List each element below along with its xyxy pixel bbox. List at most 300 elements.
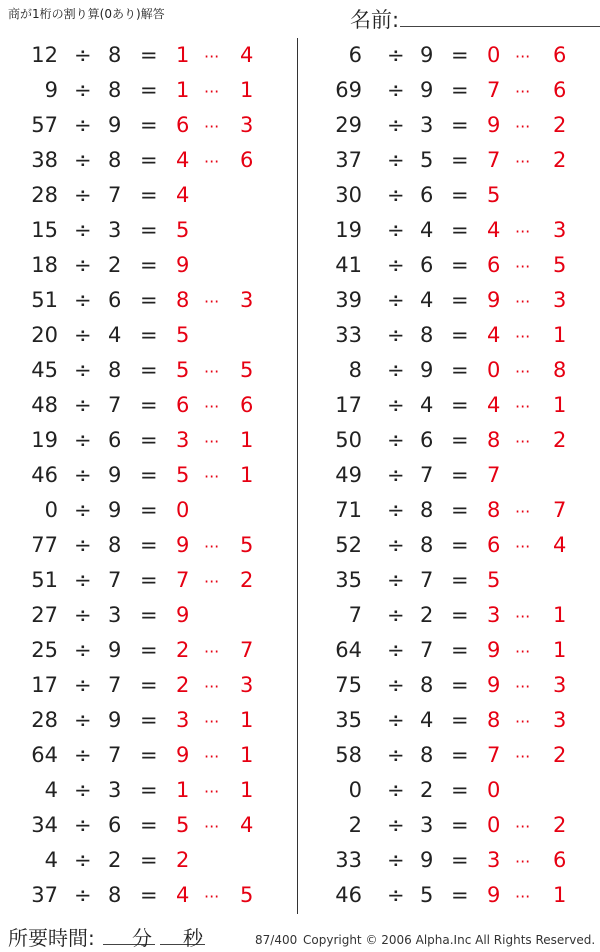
dividend: 49 xyxy=(335,463,362,487)
quotient-answer: 4 xyxy=(487,323,501,347)
divide-sign: ÷ xyxy=(74,568,92,592)
equals-sign: = xyxy=(451,533,469,557)
minute-label: 分 xyxy=(132,926,152,950)
divide-sign: ÷ xyxy=(74,673,92,697)
divide-sign: ÷ xyxy=(387,498,405,522)
quotient-answer: 3 xyxy=(487,848,501,872)
equals-sign: = xyxy=(140,883,158,907)
divisor: 6 xyxy=(108,813,122,837)
quotient-answer: 7 xyxy=(176,568,190,592)
dividend: 51 xyxy=(31,568,58,592)
divide-sign: ÷ xyxy=(387,393,405,417)
problem-row xyxy=(0,143,290,178)
remainder-answer: 4 xyxy=(240,813,254,837)
quotient-answer: 5 xyxy=(487,568,501,592)
equals-sign: = xyxy=(451,358,469,382)
dividend: 29 xyxy=(335,113,362,137)
problem-row xyxy=(310,773,600,808)
quotient-answer: 2 xyxy=(176,848,190,872)
divide-sign: ÷ xyxy=(387,883,405,907)
equals-sign: = xyxy=(451,568,469,592)
remainder-symbol: ··· xyxy=(204,782,220,801)
dividend: 50 xyxy=(335,428,362,452)
remainder-symbol: ··· xyxy=(515,327,531,346)
divisor: 6 xyxy=(420,253,434,277)
equals-sign: = xyxy=(140,813,158,837)
divisor: 7 xyxy=(108,183,122,207)
quotient-answer: 3 xyxy=(487,603,501,627)
equals-sign: = xyxy=(451,393,469,417)
divisor: 9 xyxy=(420,358,434,382)
remainder-answer: 3 xyxy=(553,288,567,312)
remainder-symbol: ··· xyxy=(515,152,531,171)
equals-sign: = xyxy=(140,743,158,767)
quotient-answer: 9 xyxy=(487,673,501,697)
remainder-symbol: ··· xyxy=(515,747,531,766)
problem-row xyxy=(310,598,600,633)
divisor: 3 xyxy=(108,778,122,802)
divisor: 5 xyxy=(420,883,434,907)
problem-row xyxy=(0,388,290,423)
problem-row xyxy=(0,703,290,738)
divide-sign: ÷ xyxy=(74,428,92,452)
remainder-symbol: ··· xyxy=(204,362,220,381)
divide-sign: ÷ xyxy=(74,463,92,487)
quotient-answer: 2 xyxy=(176,638,190,662)
remainder-symbol: ··· xyxy=(515,257,531,276)
problem-row xyxy=(310,38,600,73)
dividend: 34 xyxy=(31,813,58,837)
quotient-answer: 0 xyxy=(487,778,501,802)
problem-row xyxy=(310,458,600,493)
remainder-symbol: ··· xyxy=(515,397,531,416)
divide-sign: ÷ xyxy=(74,533,92,557)
divisor: 9 xyxy=(108,463,122,487)
dividend: 8 xyxy=(348,358,362,382)
remainder-symbol: ··· xyxy=(515,852,531,871)
equals-sign: = xyxy=(451,498,469,522)
quotient-answer: 9 xyxy=(176,743,190,767)
remainder-symbol: ··· xyxy=(204,747,220,766)
quotient-answer: 6 xyxy=(487,533,501,557)
problem-row xyxy=(0,878,290,913)
remainder-symbol: ··· xyxy=(515,712,531,731)
problem-row xyxy=(310,738,600,773)
dividend: 25 xyxy=(31,638,58,662)
divisor: 3 xyxy=(108,218,122,242)
divide-sign: ÷ xyxy=(74,253,92,277)
equals-sign: = xyxy=(451,708,469,732)
divide-sign: ÷ xyxy=(387,323,405,347)
divide-sign: ÷ xyxy=(74,603,92,627)
remainder-answer: 1 xyxy=(240,78,254,102)
quotient-answer: 4 xyxy=(176,148,190,172)
quotient-answer: 9 xyxy=(487,883,501,907)
divide-sign: ÷ xyxy=(387,603,405,627)
problem-row xyxy=(0,73,290,108)
remainder-answer: 1 xyxy=(240,708,254,732)
quotient-answer: 5 xyxy=(176,358,190,382)
remainder-symbol: ··· xyxy=(515,817,531,836)
divide-sign: ÷ xyxy=(74,743,92,767)
dividend: 71 xyxy=(335,498,362,522)
remainder-symbol: ··· xyxy=(204,642,220,661)
divide-sign: ÷ xyxy=(387,638,405,662)
remainder-answer: 6 xyxy=(240,393,254,417)
copyright-notice: Copyright © 2006 Alpha.Inc All Rights Reserved. xyxy=(303,933,596,947)
divide-sign: ÷ xyxy=(74,393,92,417)
problem-row xyxy=(0,38,290,73)
divisor: 6 xyxy=(420,428,434,452)
equals-sign: = xyxy=(451,253,469,277)
problem-row xyxy=(0,108,290,143)
equals-sign: = xyxy=(451,603,469,627)
remainder-answer: 2 xyxy=(553,743,567,767)
quotient-answer: 8 xyxy=(487,428,501,452)
problem-row xyxy=(0,598,290,633)
divide-sign: ÷ xyxy=(387,218,405,242)
remainder-answer: 2 xyxy=(553,148,567,172)
divide-sign: ÷ xyxy=(74,708,92,732)
remainder-answer: 3 xyxy=(553,218,567,242)
dividend: 18 xyxy=(31,253,58,277)
problem-row xyxy=(0,213,290,248)
quotient-answer: 6 xyxy=(176,113,190,137)
divisor: 9 xyxy=(108,498,122,522)
remainder-answer: 1 xyxy=(553,603,567,627)
divisor: 7 xyxy=(420,638,434,662)
divide-sign: ÷ xyxy=(74,498,92,522)
quotient-answer: 7 xyxy=(487,78,501,102)
dividend: 17 xyxy=(335,393,362,417)
dividend: 12 xyxy=(31,43,58,67)
dividend: 35 xyxy=(335,568,362,592)
divide-sign: ÷ xyxy=(387,113,405,137)
divide-sign: ÷ xyxy=(74,778,92,802)
divide-sign: ÷ xyxy=(387,673,405,697)
remainder-symbol: ··· xyxy=(515,502,531,521)
divide-sign: ÷ xyxy=(74,813,92,837)
divide-sign: ÷ xyxy=(74,323,92,347)
quotient-answer: 9 xyxy=(176,253,190,277)
problem-row xyxy=(310,143,600,178)
problem-row xyxy=(0,248,290,283)
divide-sign: ÷ xyxy=(387,813,405,837)
equals-sign: = xyxy=(140,778,158,802)
dividend: 38 xyxy=(31,148,58,172)
remainder-answer: 3 xyxy=(240,673,254,697)
equals-sign: = xyxy=(140,498,158,522)
remainder-symbol: ··· xyxy=(204,47,220,66)
remainder-symbol: ··· xyxy=(204,432,220,451)
divisor: 4 xyxy=(108,323,122,347)
divide-sign: ÷ xyxy=(74,883,92,907)
equals-sign: = xyxy=(451,148,469,172)
quotient-answer: 5 xyxy=(176,813,190,837)
quotient-answer: 5 xyxy=(176,463,190,487)
dividend: 0 xyxy=(348,778,362,802)
equals-sign: = xyxy=(451,43,469,67)
dividend: 33 xyxy=(335,848,362,872)
divisor: 7 xyxy=(420,568,434,592)
dividend: 19 xyxy=(31,428,58,452)
problem-row xyxy=(0,493,290,528)
divide-sign: ÷ xyxy=(387,43,405,67)
remainder-symbol: ··· xyxy=(204,887,220,906)
divide-sign: ÷ xyxy=(387,78,405,102)
divisor: 8 xyxy=(420,533,434,557)
dividend: 69 xyxy=(335,78,362,102)
quotient-answer: 9 xyxy=(176,533,190,557)
divisor: 4 xyxy=(420,288,434,312)
quotient-answer: 9 xyxy=(487,288,501,312)
dividend: 37 xyxy=(335,148,362,172)
remainder-answer: 1 xyxy=(553,883,567,907)
problem-row xyxy=(0,423,290,458)
remainder-answer: 1 xyxy=(240,463,254,487)
divide-sign: ÷ xyxy=(74,358,92,382)
equals-sign: = xyxy=(140,603,158,627)
equals-sign: = xyxy=(451,218,469,242)
problem-row xyxy=(0,773,290,808)
dividend: 0 xyxy=(44,498,58,522)
divide-sign: ÷ xyxy=(387,533,405,557)
problem-row xyxy=(310,353,600,388)
remainder-symbol: ··· xyxy=(515,292,531,311)
dividend: 77 xyxy=(31,533,58,557)
quotient-answer: 1 xyxy=(176,778,190,802)
remainder-answer: 7 xyxy=(553,498,567,522)
second-label: 秒 xyxy=(183,926,203,950)
dividend: 64 xyxy=(31,743,58,767)
divide-sign: ÷ xyxy=(74,183,92,207)
equals-sign: = xyxy=(451,638,469,662)
problem-row xyxy=(0,353,290,388)
remainder-answer: 4 xyxy=(553,533,567,557)
equals-sign: = xyxy=(140,218,158,242)
problem-row xyxy=(0,563,290,598)
equals-sign: = xyxy=(451,183,469,207)
equals-sign: = xyxy=(140,323,158,347)
divisor: 4 xyxy=(420,708,434,732)
equals-sign: = xyxy=(140,568,158,592)
equals-sign: = xyxy=(140,358,158,382)
divisor: 8 xyxy=(420,743,434,767)
problem-row xyxy=(310,563,600,598)
problem-row xyxy=(310,528,600,563)
divisor: 7 xyxy=(108,673,122,697)
dividend: 51 xyxy=(31,288,58,312)
dividend: 9 xyxy=(44,78,58,102)
divide-sign: ÷ xyxy=(74,288,92,312)
divide-sign: ÷ xyxy=(387,848,405,872)
problem-row xyxy=(310,213,600,248)
name-field xyxy=(350,4,399,34)
equals-sign: = xyxy=(451,743,469,767)
remainder-answer: 3 xyxy=(240,288,254,312)
problem-row xyxy=(310,108,600,143)
dividend: 15 xyxy=(31,218,58,242)
remainder-answer: 6 xyxy=(553,78,567,102)
equals-sign: = xyxy=(140,463,158,487)
divide-sign: ÷ xyxy=(387,708,405,732)
remainder-answer: 1 xyxy=(240,743,254,767)
left-problem-column xyxy=(0,38,290,913)
equals-sign: = xyxy=(451,78,469,102)
remainder-answer: 1 xyxy=(553,638,567,662)
divide-sign: ÷ xyxy=(387,288,405,312)
divisor: 7 xyxy=(108,568,122,592)
quotient-answer: 4 xyxy=(487,393,501,417)
problem-row xyxy=(0,178,290,213)
dividend: 41 xyxy=(335,253,362,277)
equals-sign: = xyxy=(140,43,158,67)
equals-sign: = xyxy=(451,428,469,452)
remainder-answer: 5 xyxy=(553,253,567,277)
remainder-answer: 5 xyxy=(240,533,254,557)
divisor: 3 xyxy=(420,813,434,837)
problem-row xyxy=(310,318,600,353)
name-underline xyxy=(400,26,600,27)
worksheet-title: 商が1桁の割り算(0あり)解答 xyxy=(8,7,165,21)
quotient-answer: 4 xyxy=(176,183,190,207)
divisor: 3 xyxy=(420,113,434,137)
quotient-answer: 5 xyxy=(487,183,501,207)
remainder-answer: 2 xyxy=(553,428,567,452)
equals-sign: = xyxy=(451,883,469,907)
remainder-symbol: ··· xyxy=(515,537,531,556)
problem-row xyxy=(0,528,290,563)
remainder-symbol: ··· xyxy=(204,117,220,136)
problem-row xyxy=(310,73,600,108)
problem-row xyxy=(0,283,290,318)
divisor: 9 xyxy=(108,113,122,137)
remainder-symbol: ··· xyxy=(515,117,531,136)
quotient-answer: 7 xyxy=(487,148,501,172)
remainder-answer: 6 xyxy=(240,148,254,172)
quotient-answer: 8 xyxy=(487,498,501,522)
problem-row xyxy=(310,633,600,668)
divide-sign: ÷ xyxy=(74,113,92,137)
equals-sign: = xyxy=(140,708,158,732)
remainder-symbol: ··· xyxy=(204,467,220,486)
equals-sign: = xyxy=(140,288,158,312)
divisor: 9 xyxy=(108,708,122,732)
dividend: 46 xyxy=(335,883,362,907)
divide-sign: ÷ xyxy=(74,848,92,872)
equals-sign: = xyxy=(140,428,158,452)
divide-sign: ÷ xyxy=(387,358,405,382)
quotient-answer: 9 xyxy=(176,603,190,627)
equals-sign: = xyxy=(451,813,469,837)
equals-sign: = xyxy=(140,78,158,102)
remainder-answer: 1 xyxy=(553,323,567,347)
problem-row xyxy=(310,668,600,703)
remainder-symbol: ··· xyxy=(515,47,531,66)
divide-sign: ÷ xyxy=(74,638,92,662)
problem-row xyxy=(310,248,600,283)
dividend: 2 xyxy=(348,813,362,837)
problem-row xyxy=(0,318,290,353)
remainder-symbol: ··· xyxy=(515,362,531,381)
problem-row xyxy=(310,423,600,458)
divide-sign: ÷ xyxy=(387,253,405,277)
divide-sign: ÷ xyxy=(74,218,92,242)
quotient-answer: 3 xyxy=(176,708,190,732)
remainder-answer: 1 xyxy=(240,778,254,802)
equals-sign: = xyxy=(140,848,158,872)
dividend: 28 xyxy=(31,708,58,732)
divisor: 2 xyxy=(108,848,122,872)
remainder-symbol: ··· xyxy=(204,397,220,416)
problem-row xyxy=(0,738,290,773)
remainder-answer: 6 xyxy=(553,43,567,67)
equals-sign: = xyxy=(140,148,158,172)
quotient-answer: 3 xyxy=(176,428,190,452)
dividend: 52 xyxy=(335,533,362,557)
problem-row xyxy=(310,493,600,528)
dividend: 35 xyxy=(335,708,362,732)
remainder-answer: 3 xyxy=(553,673,567,697)
divisor: 8 xyxy=(420,323,434,347)
quotient-answer: 1 xyxy=(176,43,190,67)
divisor: 8 xyxy=(108,43,122,67)
quotient-answer: 1 xyxy=(176,78,190,102)
remainder-symbol: ··· xyxy=(204,537,220,556)
divisor: 6 xyxy=(108,428,122,452)
remainder-answer: 8 xyxy=(553,358,567,382)
equals-sign: = xyxy=(140,533,158,557)
divide-sign: ÷ xyxy=(74,148,92,172)
equals-sign: = xyxy=(140,673,158,697)
problem-row xyxy=(310,178,600,213)
quotient-answer: 0 xyxy=(487,43,501,67)
problem-row xyxy=(310,843,600,878)
remainder-symbol: ··· xyxy=(204,152,220,171)
divisor: 8 xyxy=(108,148,122,172)
divisor: 9 xyxy=(420,43,434,67)
right-problem-column xyxy=(310,38,600,913)
remainder-answer: 5 xyxy=(240,358,254,382)
quotient-answer: 6 xyxy=(487,253,501,277)
divisor: 5 xyxy=(420,148,434,172)
quotient-answer: 6 xyxy=(176,393,190,417)
remainder-symbol: ··· xyxy=(515,642,531,661)
dividend: 46 xyxy=(31,463,58,487)
equals-sign: = xyxy=(451,288,469,312)
quotient-answer: 4 xyxy=(487,218,501,242)
divisor: 7 xyxy=(108,393,122,417)
dividend: 30 xyxy=(335,183,362,207)
column-divider xyxy=(297,38,298,914)
remainder-symbol: ··· xyxy=(515,222,531,241)
remainder-symbol: ··· xyxy=(515,677,531,696)
dividend: 45 xyxy=(31,358,58,382)
equals-sign: = xyxy=(451,113,469,137)
remainder-answer: 2 xyxy=(553,113,567,137)
divisor: 6 xyxy=(420,183,434,207)
dividend: 17 xyxy=(31,673,58,697)
time-label: 所要時間: xyxy=(8,926,95,950)
divide-sign: ÷ xyxy=(74,43,92,67)
divide-sign: ÷ xyxy=(387,778,405,802)
dividend: 27 xyxy=(31,603,58,627)
dividend: 4 xyxy=(44,848,58,872)
divisor: 8 xyxy=(108,533,122,557)
quotient-answer: 4 xyxy=(176,883,190,907)
divisor: 3 xyxy=(108,603,122,627)
divisor: 6 xyxy=(108,288,122,312)
